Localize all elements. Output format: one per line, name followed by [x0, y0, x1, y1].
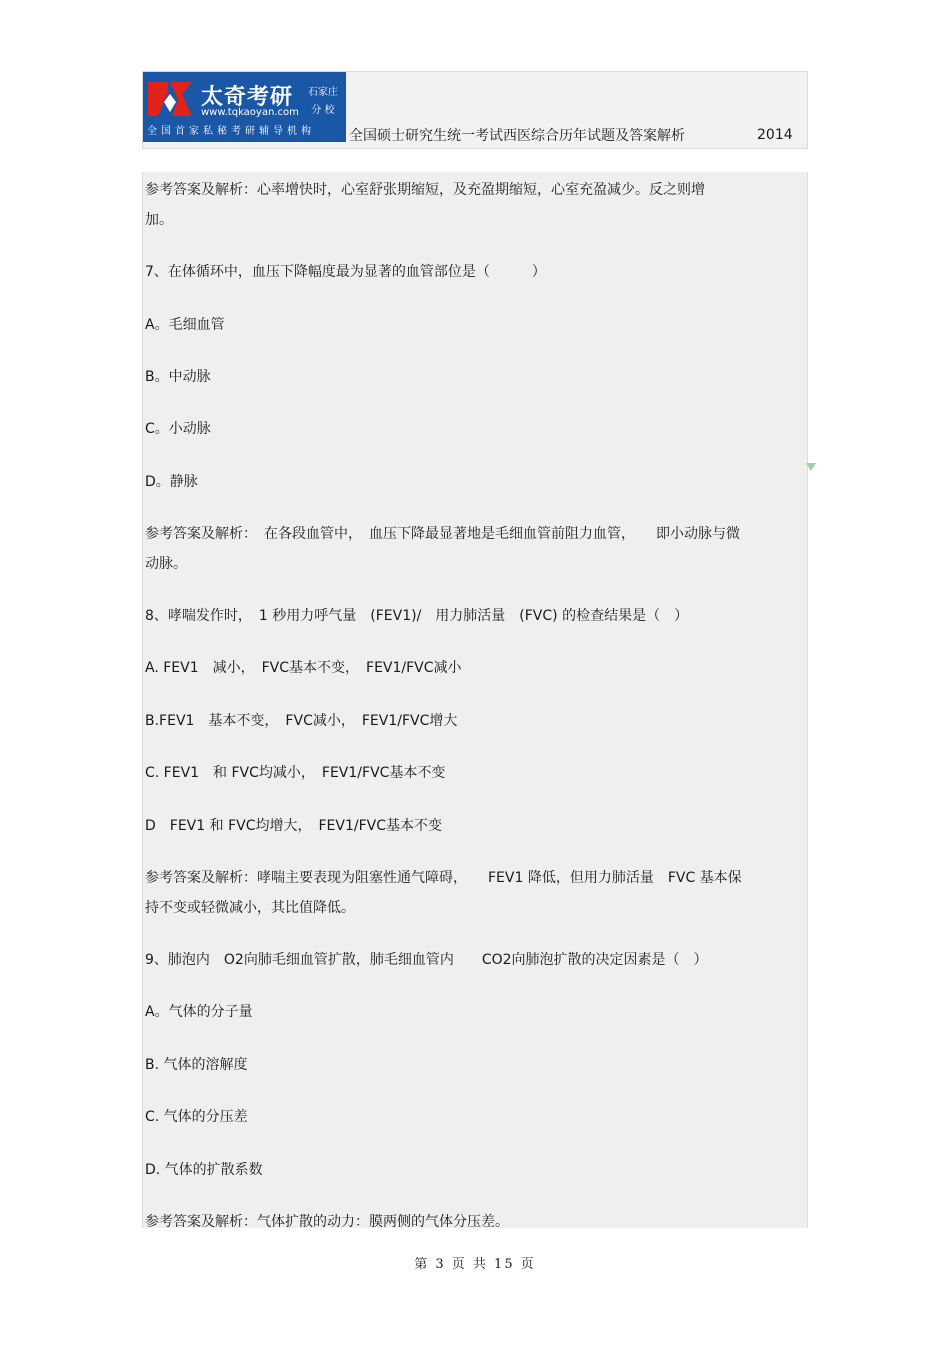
- answer-8-line1: 参考答案及解析：哮喘主要表现为阻塞性通气障碍， FEV1 降低，但用力肺活量 FVC 基本保: [145, 870, 742, 886]
- question-9: 9、肺泡内 O2向肺毛细血管扩散，肺毛细血管内 CO2向肺泡扩散的决定因素是（ ）: [145, 952, 708, 968]
- answer-7-line1: 参考答案及解析： 在各段血管中， 血压下降最显著地是毛细血管前阻力血管， 即小动脉与微: [145, 526, 740, 542]
- question-9-option-b: B. 气体的溶解度: [145, 1057, 248, 1073]
- question-7-option-d: D。静脉: [145, 474, 198, 490]
- page-content: [142, 172, 808, 1228]
- question-7-option-a: A。毛细血管: [145, 317, 225, 333]
- question-7-option-c: C。小动脉: [145, 421, 211, 437]
- logo-city-line1: 石家庄: [308, 87, 338, 98]
- page-header: [142, 71, 808, 149]
- logo-city-line2: 分 校: [311, 105, 335, 116]
- margin-marker-icon: [806, 463, 816, 471]
- answer-6-line2: 加。: [145, 212, 173, 228]
- answer-8-line2: 持不变或轻微减小，其比值降低。: [145, 900, 355, 916]
- logo-slogan: 全国首家私秘考研辅导机构: [147, 126, 315, 137]
- question-7: 7、在体循环中，血压下降幅度最为显著的血管部位是（ ）: [145, 264, 546, 280]
- question-8-option-b: B.FEV1 基本不变， FVC减小， FEV1/FVC增大: [145, 713, 458, 729]
- question-9-option-d: D. 气体的扩散系数: [145, 1162, 263, 1178]
- logo-name: 太奇考研: [201, 85, 294, 110]
- question-7-option-b: B。中动脉: [145, 369, 211, 385]
- question-9-option-a: A。气体的分子量: [145, 1004, 253, 1020]
- logo-mark-icon: [148, 82, 192, 116]
- logo-url: www.tqkaoyan.com: [201, 107, 299, 118]
- answer-6-line1: 参考答案及解析：心率增快时，心室舒张期缩短，及充盈期缩短，心室充盈减少。反之则增: [145, 182, 705, 198]
- document-title: 全国硕士研究生统一考试西医综合历年试题及答案解析: [349, 128, 685, 144]
- question-9-option-c: C. 气体的分压差: [145, 1109, 248, 1125]
- question-8-option-c: C. FEV1 和 FVC均减小， FEV1/FVC基本不变: [145, 765, 446, 781]
- page-number: 第 3 页 共 15 页: [414, 1257, 536, 1272]
- question-8: 8、哮喘发作时， 1 秒用力呼气量 (FEV1)/ 用力肺活量 (FVC) 的检查结果是（ ）: [145, 608, 689, 624]
- logo-city: [306, 84, 340, 120]
- answer-9: 参考答案及解析：气体扩散的动力：膜两侧的气体分压差。: [145, 1214, 509, 1230]
- question-8-option-d: D FEV1 和 FVC均增大， FEV1/FVC基本不变: [145, 818, 442, 834]
- question-8-option-a: A. FEV1 减小， FVC基本不变， FEV1/FVC减小: [145, 660, 462, 676]
- document-year: 2014: [757, 127, 793, 143]
- answer-7-line2: 动脉。: [145, 556, 187, 572]
- logo: [143, 72, 346, 142]
